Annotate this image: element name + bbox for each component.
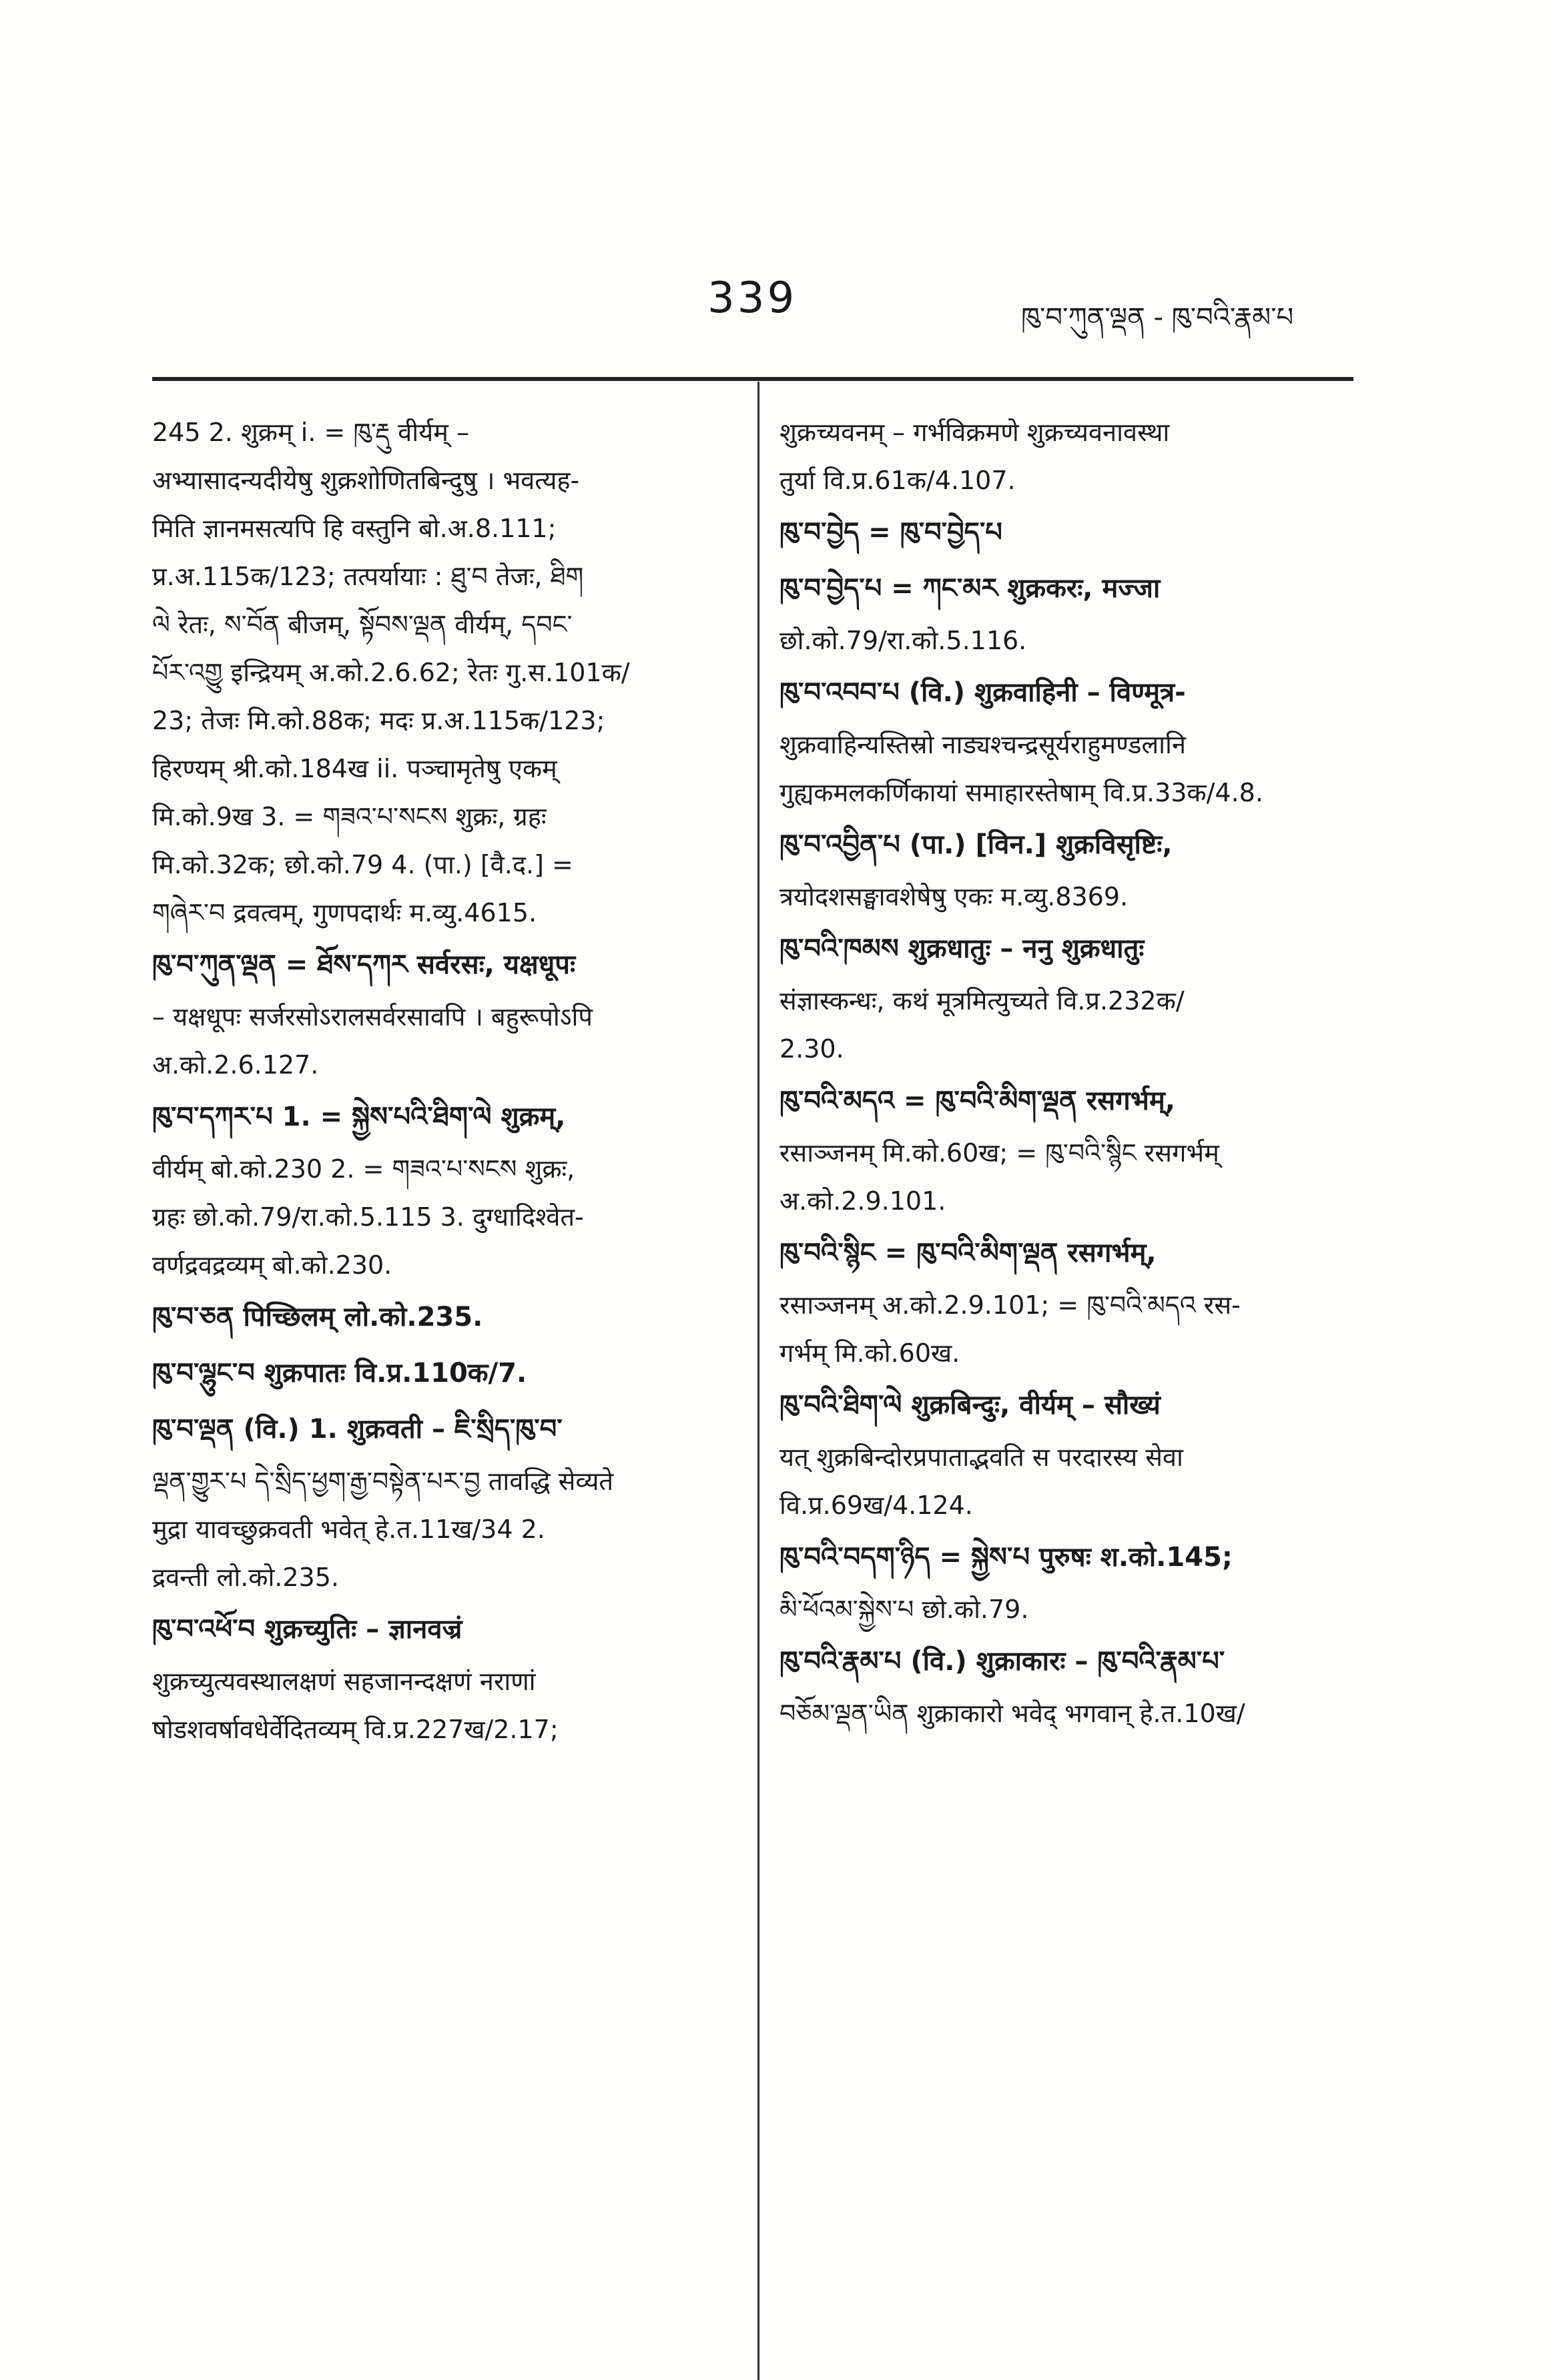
entry-headword-line: ཁུ་བའི་ཁམས शुक्रधातुः – ननु शुक्रधातुः xyxy=(780,933,1145,964)
entry-line: गर्भम् मि.को.60ख. xyxy=(780,1338,960,1368)
entry-headword-line: ཁུ་བའི་མདའ = ཁུ་བའི་མིག་ལྡན रसगर्भम्, xyxy=(780,1086,1175,1116)
entry-line: शुक्रवाहिन्यस्तिस्रो नाड्यश्चन्द्रसूर्यराहुमण्डलानि xyxy=(780,730,1186,759)
entry-headword-line: ཁུ་བ་ཅན पिच्छिलम् लो.को.235. xyxy=(152,1302,483,1332)
entry-line: བཅོམ་ལྡན་ཡིན शुक्राकारो भवेद् भगवान् हे.त.10ख/ xyxy=(780,1699,1245,1728)
entry-line: པོར་འགྱུ इन्द्रियम् अ.को.2.6.62; रेतः गु.स.101क/ xyxy=(152,658,630,687)
entry-line: वर्णद्रवद्रव्यम् बो.को.230. xyxy=(152,1250,392,1280)
entry-line: मि.को.32क; छो.को.79 4. (पा.) [वै.द.] = xyxy=(152,850,573,879)
entry-line: 2.30. xyxy=(780,1034,844,1064)
entry-line: अ.को.2.9.101. xyxy=(780,1186,946,1216)
entry-line: 23; तेजः मि.को.88क; मदः प्र.अ.115क/123; xyxy=(152,706,605,735)
entry-line: गुह्यकमलकर्णिकायां समाहारस्तेषाम् वि.प्र.33क/4.8. xyxy=(780,778,1263,807)
entry-line: མི་ཕོའམ་སྐྱེས་པ छो.को.79. xyxy=(780,1595,1029,1624)
entry-headword-line: ཁུ་བ་དཀར་པ 1. = སྐྱེས་པའི་ཐིག་ལེ शुक्रम्, xyxy=(152,1102,566,1132)
entry-line: मिति ज्ञानमसत्यपि हि वस्तुनि बो.अ.8.111; xyxy=(152,514,557,543)
entry-line: तुर्या वि.प्र.61क/4.107. xyxy=(780,466,1016,495)
entry-line: ग्रहः छो.को.79/रा.को.5.115 3. दुग्धादिश्वेत- xyxy=(152,1202,584,1232)
entry-line: त्रयोदशसङ्घावशेषेषु एकः म.व्यु.8369. xyxy=(780,882,1129,911)
entry-headword-line: ཁུ་བ་བྱེད་པ = ཀང་མར शुक्रकरः, मज्जा xyxy=(780,573,1161,604)
entry-line: वीर्यम् बो.को.230 2. = གཟའ་པ་སངས शुक्रः, xyxy=(152,1154,575,1184)
entry-line: 245 2. शुक्रम् i. = ཁུ་རྡུ वीर्यम् – xyxy=(152,418,469,447)
entry-headword-line: ཁུ་བ་འབབ་པ (वि.) शुक्रवाहिनी – विण्मूत्र- xyxy=(780,677,1186,708)
left-column xyxy=(152,408,739,1753)
entry-headword-line: ཁུ་བ་ལྡན (वि.) 1. शुक्रवती – ཇི་སྲིད་ཁུ་བ་ xyxy=(152,1414,563,1445)
entry-line: रसाञ्जनम् मि.को.60ख; = ཁུ་བའི་སྙིང रसगर्भम् xyxy=(780,1138,1219,1168)
entry-line: द्रवन्ती लो.को.235. xyxy=(152,1563,339,1592)
running-head: ཁུ་བ་ཀུན་ལྡན - ཁུ་བའི་རྣམ་པ xyxy=(1021,302,1294,333)
entry-line: शुक्रच्युत्यवस्थालक्षणं सहजानन्दक्षणं नराणां xyxy=(152,1667,536,1696)
entry-line: གཞེར་བ द्रवत्वम्, गुणपदार्थः म.व्यु.4615. xyxy=(152,898,537,927)
entry-line: रसाञ्जनम् अ.को.2.9.101; = ཁུ་བའི་མདའ रस- xyxy=(780,1290,1241,1320)
entry-headword-line: ཁུ་བ་བྱེད = ཁུ་བ་བྱེད་པ xyxy=(780,517,1002,548)
entry-line: ལེ रेतः, ས་བོན बीजम्, སྟོབས་ལྡན वीर्यम्, དབང་ xyxy=(152,610,573,639)
entry-line: मि.को.9ख 3. = གཟའ་པ་སངས शुक्रः, ग्रहः xyxy=(152,802,547,831)
column-divider xyxy=(757,382,759,2380)
entry-line: संज्ञास्कन्धः, कथं मूत्रमित्युच्यते वि.प्र.232क/ xyxy=(780,986,1185,1016)
entry-line: छो.को.79/रा.को.5.116. xyxy=(780,626,1027,655)
entry-line: यत् शुक्रबिन्दोरप्रपाताद्भवति स परदारस्य सेवा xyxy=(780,1443,1183,1472)
entry-headword-line: ཁུ་བ་འཕོ་བ शुक्रच्युतिः – ज्ञानवज्रं xyxy=(152,1614,462,1645)
entry-line: अ.को.2.6.127. xyxy=(152,1050,319,1080)
entry-line: षोडशवर्षावधेर्वेदितव्यम् वि.प्र.227ख/2.17; xyxy=(152,1715,559,1744)
entry-headword-line: ཁུ་བའི་བདག་ཉིད = སྐྱེས་པ पुरुषः श.को.145; xyxy=(780,1542,1233,1573)
entry-line: अभ्यासादन्यदीयेषु शुक्रशोणितबिन्दुषु । भवत्यह- xyxy=(152,466,580,495)
entry-headword-line: ཁུ་བའི་རྣམ་པ (वि.) शुक्राकारः – ཁུ་བའི་རྣམ་པ་ xyxy=(780,1646,1225,1677)
entry-headword-line: ཁུ་བའི་སྙིང = ཁུ་བའི་མིག་ལྡན रसगर्भम्, xyxy=(780,1238,1157,1268)
entry-line: – यक्षधूपः सर्जरसोऽरालसर्वरसावपि । बहुरूपोऽपि xyxy=(152,1002,593,1032)
entry-line: प्र.अ.115क/123; तत्पर्यायाः : ཐུ་བ तेजः, ཐིག xyxy=(152,562,584,591)
entry-line: वि.प्र.69ख/4.124. xyxy=(780,1491,973,1520)
page-number: 339 xyxy=(707,274,798,323)
right-column xyxy=(780,408,1367,1737)
entry-line: मुद्रा यावच्छुक्रवती भवेत् हे.त.11ख/34 2. xyxy=(152,1515,545,1544)
header-rule xyxy=(152,377,1353,381)
entry-headword-line: ཁུ་བ་ཀུན་ལྡན = ཐོས་དཀར सर्वरसः, यक्षधूपः xyxy=(152,949,576,980)
entry-headword-line: ཁུ་བ་ལྷུང་བ शुक्रपातः वि.प्र.110क/7. xyxy=(152,1358,527,1389)
entry-headword-line: ཁུ་བ་འབྱིན་པ (पा.) [विन.] शुक्रविसृष्टिः, xyxy=(780,829,1173,860)
entry-line: हिरण्यम् श्री.को.184ख ii. पञ्चामृतेषु एकम् xyxy=(152,754,557,783)
entry-headword-line: ཁུ་བའི་ཐིག་ལེ शुक्रबिन्दुः, वीर्यम् – सौख्यं xyxy=(780,1390,1161,1421)
entry-line: शुक्रच्यवनम् – गर्भविक्रमणे शुक्रच्यवनावस्था xyxy=(780,418,1170,447)
entry-line: ལྡན་གྱུར་པ དེ་སྲིད་ཕྱག་རྒྱ་བསྟེན་པར་བྱ तावद्धि सेव्यते xyxy=(152,1467,614,1496)
